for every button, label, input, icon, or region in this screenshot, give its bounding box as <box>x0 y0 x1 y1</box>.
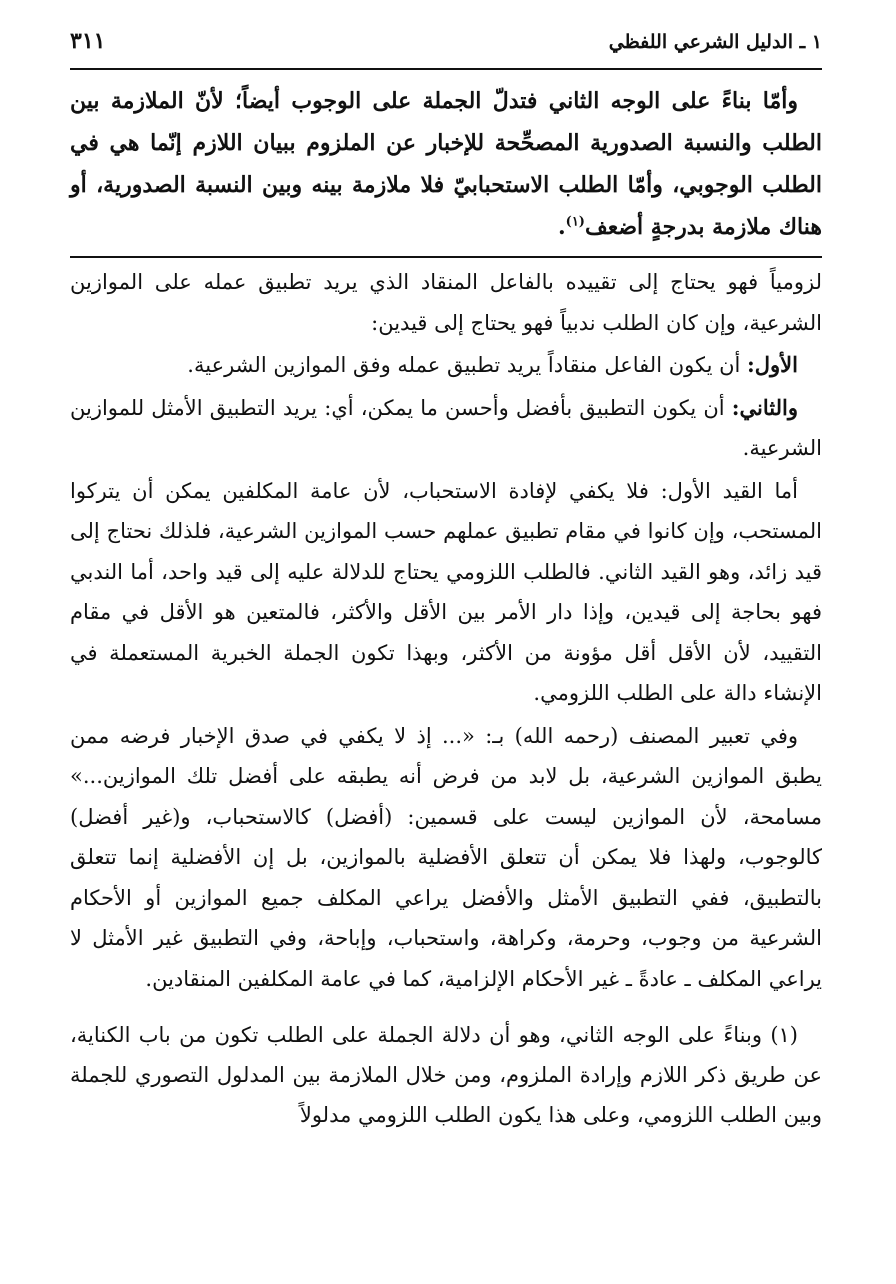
page-header <box>70 28 822 68</box>
quoted-paragraph <box>70 80 822 248</box>
first-condition-label: الأول: <box>747 352 798 377</box>
footnote: (١) وبناءً على الوجه الثاني، وهو أن دلالة الجملة على الطلب تكون من باب الكناية، عن طريق ذكر اللازم وإرادة الملزوم، ومن خلال الملازمة بين المدلول التصوري للجملة وبين الطلب اللزومي، وعلى هذا يكون الطلب اللزومي مدلولاً <box>70 1023 822 1127</box>
paragraph <box>70 345 822 386</box>
footnote-reference[interactable]: (١) <box>565 214 585 230</box>
paragraph: وفي تعبير المصنف (رحمه الله) بـ: «... إذ لا يكفي في صدق الإخبار فرضه ممن يطبق الموازين الشرعية، بل لابد من فرض أنه يطبقه على أفضل تلك الموازين...» مسامحة، لأن الموازين ليست على قسمين: (أفضل) كالاستحباب، و(غير أفضل) كالوجوب، ولهذا فلا يمكن أن تتعلق الأفضلية بالموازين، بل إن الأفضلية إنما تتعلق بالتطبيق، ففي التطبيق الأمثل والأفضل يراعي المكلف جميع الموازين أو الأحكام الشرعية من وجوب، وحرمة، وكراهة، واستحباب، وإباحة، وفي التطبيق غير الأمثل لا يراعي المكلف ـ عادةً ـ غير الأحكام الإلزامية، كما في عامة المكلفين المنقادين. <box>70 723 823 991</box>
running-title: ١ ـ الدليل الشرعي اللفظي <box>608 31 822 53</box>
second-condition-text: أن يكون التطبيق بأفضل وأحسن ما يمكن، أي: يريد التطبيق الأمثل للموازين الشرعية. <box>70 395 822 460</box>
quoted-text-end: . <box>557 214 566 240</box>
quoted-text: وأمّا بناءً على الوجه الثاني فتدلّ الجملة على الوجوب أيضاً؛ لأنّ الملازمة بين الطلب والنسبة الصدورية المصحِّحة للإخبار عن الملزوم ببيان اللازم إنّما هي في الطلب الوجوبي، وأمّا الطلب الاستحبابيّ فلا ملازمة بينه وبين النسبة الصدورية، أو هناك ملازمة بدرجةٍ أضعف <box>70 88 822 240</box>
section-rule <box>70 256 822 258</box>
second-condition-label: والثاني: <box>731 394 798 420</box>
document-page <box>70 28 822 1135</box>
header-rule <box>70 68 822 70</box>
paragraph: لزومياً فهو يحتاج إلى تقييده بالفاعل المنقاد الذي يريد تطبيق عمله على الموازين الشرعية، وإن كان الطلب ندبياً فهو يحتاج إلى قيدين: <box>70 270 822 335</box>
first-condition-text: أن يكون الفاعل منقاداً يريد تطبيق عمله وفق الموازين الشرعية. <box>187 353 748 377</box>
page-number: ٣١١ <box>70 28 106 54</box>
footnotes <box>70 1015 822 1135</box>
quoted-text-block <box>70 80 822 248</box>
paragraph <box>70 388 822 469</box>
commentary-body <box>70 262 822 999</box>
paragraph: أما القيد الأول: فلا يكفي لإفادة الاستحباب، لأن عامة المكلفين يمكن أن يتركوا المستحب، وإن كانوا في مقام تطبيق عملهم حسب الموازين الشرعية، فلذلك نحتاج إلى قيد زائد، وهو القيد الثاني. فالطلب اللزومي يحتاج للدلالة عليه إلى قيد واحد، أما الندبي فهو بحاجة إلى قيدين، وإذا دار الأمر بين الأقل والأكثر، فالمتعين هو الأقل في مقام التقييد، لأن الأقل أقل مؤونة من الأكثر، وبهذا تكون الجملة الخبرية المستعملة في الإنشاء دالة على الطلب اللزومي. <box>70 478 822 705</box>
